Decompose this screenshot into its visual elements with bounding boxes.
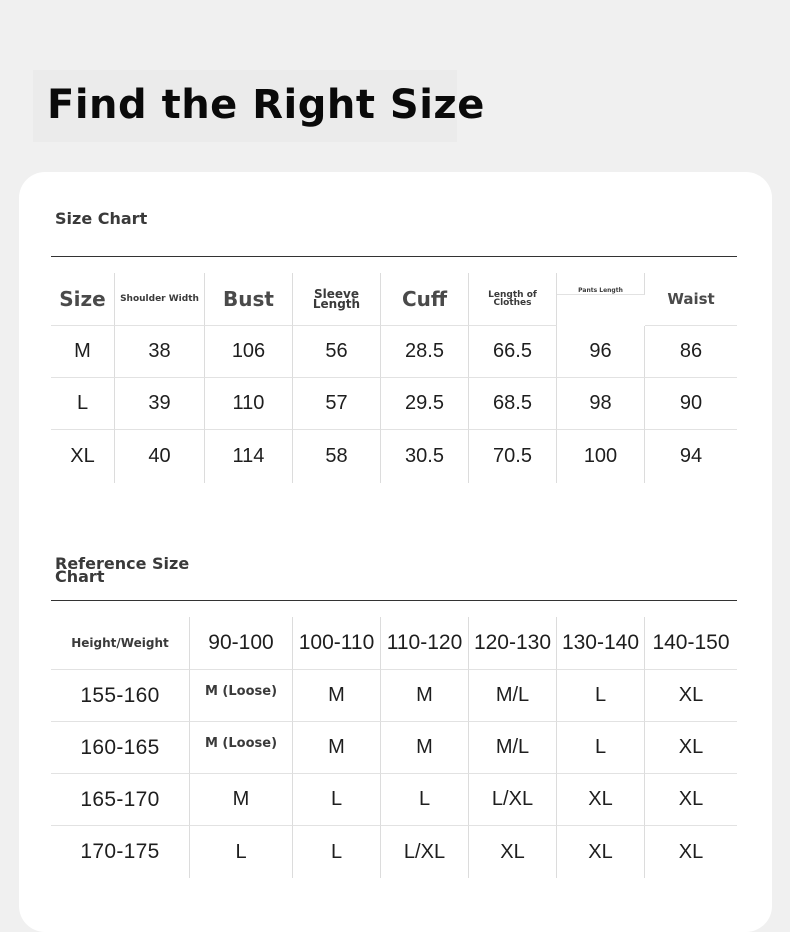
height-label: 155-160 xyxy=(51,670,190,722)
table-cell: 68.5 xyxy=(469,378,557,430)
table-cell: XL xyxy=(469,826,557,878)
table-cell: 66.5 xyxy=(469,326,557,378)
table-cell: M xyxy=(51,326,115,378)
table-cell: L xyxy=(51,378,115,430)
table-cell: M/L xyxy=(469,722,557,774)
header-weight-range: 120-130 xyxy=(469,617,557,670)
table-cell: XL xyxy=(645,722,737,774)
height-label: 165-170 xyxy=(51,774,190,826)
table-cell: XL xyxy=(645,670,737,722)
header-bust: Bust xyxy=(205,273,293,326)
reference-chart-table xyxy=(51,617,737,878)
table-cell: M xyxy=(293,670,381,722)
header-weight-range: 100-110 xyxy=(293,617,381,670)
table-cell: M (Loose) xyxy=(190,722,293,774)
header-weight-range: 110-120 xyxy=(381,617,469,670)
table-cell: 100 xyxy=(557,430,645,483)
header-weight-range: 90-100 xyxy=(190,617,293,670)
table-cell: XL xyxy=(645,774,737,826)
table-cell: XL xyxy=(51,430,115,483)
table-cell: M xyxy=(381,722,469,774)
header-pants-length: Pants Length xyxy=(557,273,645,295)
table-cell: M/L xyxy=(469,670,557,722)
table-cell: 28.5 xyxy=(381,326,469,378)
table-cell: 29.5 xyxy=(381,378,469,430)
table-cell: 57 xyxy=(293,378,381,430)
size-chart-title: Size Chart xyxy=(55,209,148,228)
table-cell: L/XL xyxy=(381,826,469,878)
header-shoulder-width: Shoulder Width xyxy=(115,273,205,326)
table-cell: 106 xyxy=(205,326,293,378)
reference-chart-title: Reference Size Chart xyxy=(55,554,190,586)
table-cell: L xyxy=(557,670,645,722)
table-cell: M (Loose) xyxy=(190,670,293,722)
table-cell: M xyxy=(381,670,469,722)
table-cell: 86 xyxy=(645,326,737,378)
header-sleeve-length: Sleeve Length xyxy=(293,273,381,326)
table-cell: XL xyxy=(557,826,645,878)
header-size: Size xyxy=(51,273,115,326)
table-cell: XL xyxy=(557,774,645,826)
table-cell: L xyxy=(190,826,293,878)
table-cell: M xyxy=(190,774,293,826)
height-label: 170-175 xyxy=(51,826,190,878)
table-cell: L xyxy=(293,826,381,878)
table-cell: L xyxy=(381,774,469,826)
table-cell: 38 xyxy=(115,326,205,378)
page-title: Find the Right Size xyxy=(47,82,485,128)
table-cell: 58 xyxy=(293,430,381,483)
table-cell: 98 xyxy=(557,378,645,430)
table-cell: 96 xyxy=(557,326,645,378)
table-cell: 114 xyxy=(205,430,293,483)
header-weight-range: 140-150 xyxy=(645,617,737,670)
reference-chart-rule xyxy=(51,600,737,601)
height-label: 160-165 xyxy=(51,722,190,774)
table-cell: L xyxy=(557,722,645,774)
header-weight-range: 130-140 xyxy=(557,617,645,670)
size-chart-rule xyxy=(51,256,737,257)
table-cell: 30.5 xyxy=(381,430,469,483)
header-cuff: Cuff xyxy=(381,273,469,326)
table-cell: 110 xyxy=(205,378,293,430)
header-height-weight: Height/Weight xyxy=(51,617,190,670)
table-cell: M xyxy=(293,722,381,774)
header-waist: Waist xyxy=(645,273,737,326)
size-chart-table xyxy=(51,273,737,483)
table-cell: L/XL xyxy=(469,774,557,826)
table-cell: XL xyxy=(678,840,704,863)
table-cell: 70.5 xyxy=(469,430,557,483)
table-cell: 90 xyxy=(645,378,737,430)
header-length-of-clothes: Length of Clothes xyxy=(469,273,557,326)
table-cell: L xyxy=(293,774,381,826)
table-cell: 40 xyxy=(115,430,205,483)
table-cell: 39 xyxy=(115,378,205,430)
table-cell: 56 xyxy=(293,326,381,378)
table-cell: 94 xyxy=(679,445,703,467)
